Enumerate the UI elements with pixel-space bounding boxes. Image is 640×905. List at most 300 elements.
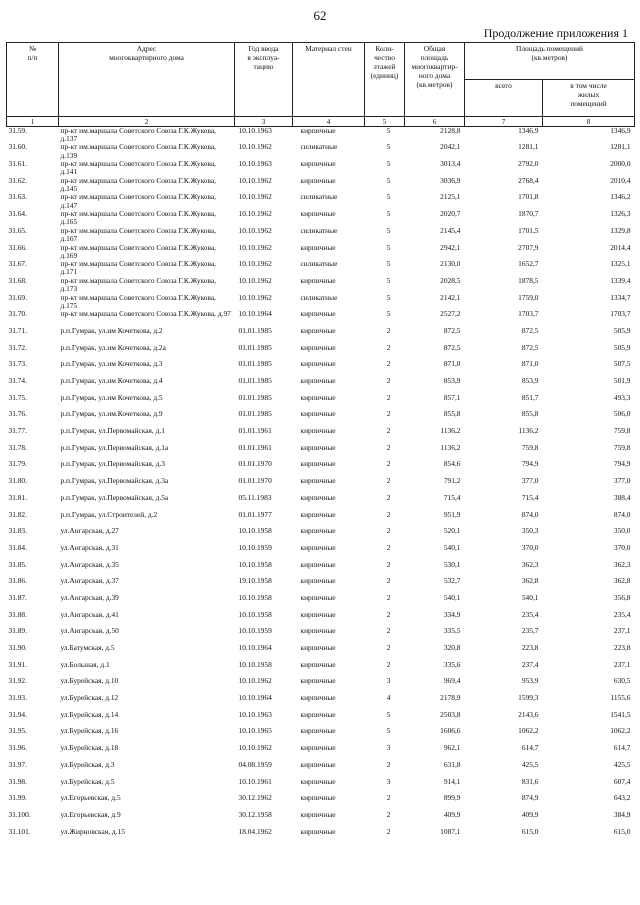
- floors: 2: [386, 660, 391, 669]
- premises-area-residential: 501,9: [613, 377, 631, 386]
- year-built: 10.10.1964: [238, 310, 272, 319]
- wall-material: кирпичные: [300, 610, 336, 619]
- premises-area-residential: 2010,4: [610, 176, 631, 185]
- total-area: 2145,4: [440, 226, 461, 235]
- address: ул.Ангарская, д.27: [60, 527, 119, 536]
- wall-material: кирпичные: [300, 176, 336, 185]
- row-number: 31.79.: [8, 460, 27, 469]
- table-row: [7, 294, 635, 311]
- table-row: [7, 727, 635, 744]
- wall-material: кирпичные: [300, 377, 336, 386]
- row-number: 31.72.: [8, 343, 27, 352]
- table-row: [7, 594, 635, 611]
- premises-area-all: 794,9: [521, 460, 539, 469]
- row-number: 31.78.: [8, 443, 27, 452]
- premises-area-residential: 759,8: [613, 427, 631, 436]
- total-area: 3013,4: [440, 160, 461, 169]
- total-area: 530,1: [443, 560, 461, 569]
- total-area: 1606,6: [440, 727, 461, 736]
- year-built: 10.10.1965: [238, 727, 272, 736]
- premises-area-all: 350,3: [521, 527, 539, 536]
- row-number: 31.68.: [8, 276, 27, 285]
- year-built: 01.01.1970: [238, 477, 272, 486]
- table-row: [7, 627, 635, 644]
- total-area: 532,7: [443, 577, 461, 586]
- floors: 5: [386, 243, 391, 252]
- table-row: [7, 611, 635, 628]
- address: ул.Бурейская, д.3: [60, 760, 115, 769]
- year-built: 10.10.1962: [238, 744, 272, 753]
- premises-area-residential: 614,7: [613, 744, 631, 753]
- premises-area-all: 1599,3: [518, 694, 539, 703]
- year-built: 05.11.1983: [238, 493, 272, 502]
- table-row: [7, 677, 635, 694]
- floors: 3: [386, 777, 391, 786]
- total-area: 334,9: [443, 610, 461, 619]
- address: ул.Бурейская, д.5: [60, 777, 115, 786]
- wall-material: кирпичные: [300, 427, 336, 436]
- year-built: 01.01.1985: [238, 410, 272, 419]
- row-number: 31.82.: [8, 510, 27, 519]
- table-row: [7, 310, 635, 327]
- year-built: 04.08.1959: [238, 760, 272, 769]
- total-area: 3036,9: [440, 176, 461, 185]
- premises-area-all: 362,3: [521, 560, 539, 569]
- year-built: 10.10.1963: [238, 126, 272, 135]
- premises-area-all: 874,0: [521, 510, 539, 519]
- year-built: 10.10.1958: [238, 593, 272, 602]
- total-area: 320,8: [443, 644, 461, 653]
- wall-material: кирпичные: [300, 727, 336, 736]
- premises-area-residential: 1334,7: [610, 293, 631, 302]
- table-row: [7, 494, 635, 511]
- premises-area-residential: 505,9: [613, 326, 631, 335]
- address: р.п.Гумрак, ул.Строителей, д.2: [60, 510, 158, 519]
- table-row: [7, 143, 635, 160]
- address: ул.Бурейская, д.14: [60, 710, 119, 719]
- total-area: 969,4: [443, 677, 461, 686]
- row-number: 31.59.: [8, 126, 27, 135]
- table-row: [7, 460, 635, 477]
- table-row: [7, 360, 635, 377]
- address: ул.Егорьевская, д.9: [60, 810, 121, 819]
- header-all: всего: [465, 80, 543, 117]
- column-number: 8: [543, 117, 635, 127]
- floors: 2: [386, 493, 391, 502]
- premises-area-residential: 1346,2: [610, 193, 631, 202]
- table-row: [7, 778, 635, 795]
- floors: 2: [386, 810, 391, 819]
- premises-area-residential: 506,0: [613, 410, 631, 419]
- total-area: 2020,7: [440, 210, 461, 219]
- floors: 2: [386, 577, 391, 586]
- address: пр-кт им.маршала Советского Союза Г.К.Жукова, д.145: [60, 176, 217, 193]
- premises-area-residential: 630,5: [613, 677, 631, 686]
- premises-area-all: 409,9: [521, 810, 539, 819]
- table-row: [7, 210, 635, 227]
- year-built: 10.10.1962: [238, 210, 272, 219]
- table-row: [7, 377, 635, 394]
- address: пр-кт им.маршала Советского Союза Г.К.Жукова, д.171: [60, 260, 217, 277]
- header-num: № п/п: [7, 43, 59, 117]
- premises-area-all: 853,9: [521, 377, 539, 386]
- row-number: 31.81.: [8, 493, 27, 502]
- floors: 5: [386, 143, 391, 152]
- address: ул.Большая, д.1: [60, 660, 110, 669]
- address: пр-кт им.маршала Советского Союза Г.К.Жукова, д.169: [60, 243, 217, 260]
- table-row: [7, 244, 635, 261]
- premises-area-residential: 1325,1: [610, 260, 631, 269]
- row-number: 31.84.: [8, 543, 27, 552]
- premises-area-residential: 1339,4: [610, 276, 631, 285]
- table-row: [7, 394, 635, 411]
- address: пр-кт им.маршала Советского Союза Г.К.Жукова, д.165: [60, 210, 217, 227]
- row-number: 31.74.: [8, 377, 27, 386]
- premises-area-residential: 1281,1: [610, 143, 631, 152]
- column-number: 7: [465, 117, 543, 127]
- floors: 2: [386, 427, 391, 436]
- floors: 2: [386, 326, 391, 335]
- year-built: 10.10.1963: [238, 710, 272, 719]
- total-area: 520,1: [443, 527, 461, 536]
- premises-area-residential: 425,5: [613, 760, 631, 769]
- floors: 5: [386, 310, 391, 319]
- premises-area-residential: 794,9: [613, 460, 631, 469]
- year-built: 10.10.1958: [238, 660, 272, 669]
- header-total-area: Общая площадь многоквартир- ного дома (кв.метров): [405, 43, 465, 117]
- premises-area-residential: 2000,0: [610, 160, 631, 169]
- year-built: 01.01.1961: [238, 443, 272, 452]
- floors: 5: [386, 210, 391, 219]
- header-floors: Коли- чество этажей (единиц): [365, 43, 405, 117]
- floors: 5: [386, 193, 391, 202]
- address: р.п.Гумрак, ул.им Кочеткова, д.2: [60, 326, 163, 335]
- wall-material: кирпичные: [300, 694, 336, 703]
- total-area: 962,1: [443, 744, 461, 753]
- row-number: 31.70.: [8, 310, 27, 319]
- premises-area-residential: 505,9: [613, 343, 631, 352]
- header-material: Материал стен: [293, 43, 365, 117]
- premises-area-all: 1652,7: [518, 260, 539, 269]
- row-number: 31.100.: [8, 810, 31, 819]
- premises-area-residential: 874,0: [613, 510, 631, 519]
- total-area: 871,0: [443, 360, 461, 369]
- premises-area-all: 872,5: [521, 343, 539, 352]
- address: ул.Ангарская, д.35: [60, 560, 119, 569]
- premises-area-all: 2707,9: [518, 243, 539, 252]
- table-row: [7, 744, 635, 761]
- premises-area-all: 1281,1: [518, 143, 539, 152]
- wall-material: кирпичные: [300, 577, 336, 586]
- premises-area-all: 1878,5: [518, 276, 539, 285]
- year-built: 30.12.1958: [238, 810, 272, 819]
- year-built: 01.01.1985: [238, 393, 272, 402]
- address: р.п.Гумрак, ул.им Кочеткова, д.3: [60, 360, 163, 369]
- address: пр-кт им.маршала Советского Союза Г.К.Жукова, д.137: [60, 126, 217, 144]
- table-row: [7, 694, 635, 711]
- table-row: [7, 277, 635, 294]
- year-built: 10.10.1958: [238, 610, 272, 619]
- floors: 5: [386, 176, 391, 185]
- year-built: 18.04.1962: [238, 827, 272, 836]
- year-built: 10.10.1962: [238, 677, 272, 686]
- premises-area-residential: 350,0: [613, 527, 631, 536]
- address: р.п.Гумрак, ул.им Кочеткова, д.4: [60, 377, 163, 386]
- row-number: 31.88.: [8, 610, 27, 619]
- wall-material: кирпичные: [300, 410, 336, 419]
- row-number: 31.94.: [8, 710, 27, 719]
- wall-material: силикатные: [300, 226, 338, 235]
- total-area: 540,1: [443, 543, 461, 552]
- table-row: [7, 761, 635, 778]
- floors: 2: [386, 510, 391, 519]
- table-row: [7, 127, 635, 144]
- column-number: 5: [365, 117, 405, 127]
- row-number: 31.62.: [8, 176, 27, 185]
- floors: 2: [386, 360, 391, 369]
- wall-material: кирпичные: [300, 644, 336, 653]
- wall-material: кирпичные: [300, 460, 336, 469]
- total-area: 1087,1: [440, 827, 461, 836]
- floors: 2: [386, 760, 391, 769]
- row-number: 31.80.: [8, 477, 27, 486]
- address: ул.Бурейская, д.18: [60, 744, 119, 753]
- address: р.п.Гумрак, ул.им Кочеткова, д.5: [60, 393, 163, 402]
- premises-area-residential: 370,0: [613, 543, 631, 552]
- table-row: [7, 344, 635, 361]
- table-row: [7, 193, 635, 210]
- premises-area-residential: 356,8: [613, 593, 631, 602]
- floors: 2: [386, 343, 391, 352]
- floors: 3: [386, 677, 391, 686]
- year-built: 10.10.1962: [238, 143, 272, 152]
- premises-area-all: 1703,7: [518, 310, 539, 319]
- wall-material: кирпичные: [300, 477, 336, 486]
- wall-material: кирпичные: [300, 210, 336, 219]
- address: ул.Бурейская, д.10: [60, 677, 119, 686]
- row-number: 31.99.: [8, 794, 27, 803]
- total-area: 2042,1: [440, 143, 461, 152]
- address: р.п.Гумрак, ул.Первомайская, д.5а: [60, 493, 169, 502]
- page-number: 62: [313, 8, 327, 23]
- floors: 2: [386, 543, 391, 552]
- wall-material: кирпичные: [300, 243, 336, 252]
- premises-area-residential: 1155,6: [610, 694, 631, 703]
- row-number: 31.96.: [8, 744, 27, 753]
- premises-area-residential: 643,2: [613, 794, 631, 803]
- year-built: 10.10.1964: [238, 644, 272, 653]
- wall-material: кирпичные: [300, 777, 336, 786]
- premises-area-residential: 759,8: [613, 443, 631, 452]
- premises-area-all: 425,5: [521, 760, 539, 769]
- address: пр-кт им.маршала Советского Союза Г.К.Жукова, д.147: [60, 193, 217, 210]
- address: ул.Бурейская, д.16: [60, 727, 119, 736]
- premises-area-residential: 362,3: [613, 560, 631, 569]
- row-number: 31.85.: [8, 560, 27, 569]
- total-area: 951,9: [443, 510, 461, 519]
- row-number: 31.60.: [8, 143, 27, 152]
- wall-material: силикатные: [300, 293, 338, 302]
- floors: 2: [386, 610, 391, 619]
- address: ул.Ангарская, д.39: [60, 593, 119, 602]
- premises-area-all: 615,0: [521, 827, 539, 836]
- floors: 5: [386, 160, 391, 169]
- year-built: 10.10.1962: [238, 293, 272, 302]
- year-built: 01.01.1985: [238, 326, 272, 335]
- wall-material: кирпичные: [300, 543, 336, 552]
- year-built: 10.10.1959: [238, 627, 272, 636]
- address: ул.Егорьевская, д.5: [60, 794, 121, 803]
- year-built: 10.10.1958: [238, 527, 272, 536]
- table-body: [7, 127, 635, 845]
- table-row: [7, 644, 635, 661]
- floors: 2: [386, 527, 391, 536]
- floors: 5: [386, 126, 391, 135]
- total-area: 791,2: [443, 477, 461, 486]
- premises-area-all: 953,9: [521, 677, 539, 686]
- premises-area-all: 715,4: [521, 493, 539, 502]
- table-row: [7, 544, 635, 561]
- column-number: 6: [405, 117, 465, 127]
- floors: 5: [386, 293, 391, 302]
- wall-material: кирпичные: [300, 326, 336, 335]
- table-row: [7, 527, 635, 544]
- table-row: [7, 711, 635, 728]
- floors: 5: [386, 727, 391, 736]
- wall-material: кирпичные: [300, 593, 336, 602]
- address: р.п.Гумрак, ул.им Кочеткова, д.2а: [60, 343, 166, 352]
- premises-area-residential: 362,8: [613, 577, 631, 586]
- wall-material: кирпичные: [300, 310, 336, 319]
- floors: 2: [386, 477, 391, 486]
- address: р.п.Гумрак, ул.Первомайская, д.3а: [60, 477, 169, 486]
- row-number: 31.75.: [8, 393, 27, 402]
- total-area: 855,8: [443, 410, 461, 419]
- premises-area-residential: 1346,9: [610, 126, 631, 135]
- premises-area-residential: 2014,4: [610, 243, 631, 252]
- total-area: 540,1: [443, 593, 461, 602]
- premises-area-residential: 384,9: [613, 810, 631, 819]
- floors: 2: [386, 794, 391, 803]
- row-number: 31.65.: [8, 226, 27, 235]
- premises-area-all: 237,4: [521, 660, 539, 669]
- row-number: 31.63.: [8, 193, 27, 202]
- premises-area-all: 1701,8: [518, 193, 539, 202]
- premises-area-all: 2768,4: [518, 176, 539, 185]
- wall-material: кирпичные: [300, 276, 336, 285]
- year-built: 10.10.1962: [238, 193, 272, 202]
- year-built: 10.10.1964: [238, 694, 272, 703]
- premises-area-all: 831,6: [521, 777, 539, 786]
- row-number: 31.93.: [8, 694, 27, 703]
- table-row: [7, 561, 635, 578]
- table-row: [7, 427, 635, 444]
- total-area: 2142,1: [440, 293, 461, 302]
- table-row: [7, 511, 635, 528]
- address: ул.Ангарская, д.37: [60, 577, 119, 586]
- housing-table: [6, 42, 635, 844]
- total-area: 854,6: [443, 460, 461, 469]
- floors: 2: [386, 593, 391, 602]
- total-area: 872,5: [443, 326, 461, 335]
- total-area: 853,9: [443, 377, 461, 386]
- address: пр-кт им.маршала Советского Союза Г.К.Жукова, д.141: [60, 160, 217, 177]
- header-residential: в том числе жилых помещений: [543, 80, 635, 117]
- floors: 3: [386, 744, 391, 753]
- row-number: 31.91.: [8, 660, 27, 669]
- premises-area-all: 851,7: [521, 393, 539, 402]
- year-built: 10.10.1962: [238, 260, 272, 269]
- floors: 2: [386, 377, 391, 386]
- row-number: 31.76.: [8, 410, 27, 419]
- floors: 5: [386, 276, 391, 285]
- premises-area-residential: 493,3: [613, 393, 631, 402]
- year-built: 10.10.1959: [238, 543, 272, 552]
- wall-material: кирпичные: [300, 760, 336, 769]
- wall-material: кирпичные: [300, 810, 336, 819]
- year-built: 10.10.1962: [238, 243, 272, 252]
- premises-area-all: 540,1: [521, 593, 539, 602]
- total-area: 872,5: [443, 343, 461, 352]
- premises-area-all: 370,0: [521, 543, 539, 552]
- total-area: 2028,5: [440, 276, 461, 285]
- row-number: 31.98.: [8, 777, 27, 786]
- wall-material: силикатные: [300, 260, 338, 269]
- row-number: 31.89.: [8, 627, 27, 636]
- column-number: 1: [7, 117, 59, 127]
- table-row: [7, 327, 635, 344]
- premises-area-all: 1346,9: [518, 126, 539, 135]
- premises-area-all: 1062,2: [518, 727, 539, 736]
- wall-material: кирпичные: [300, 527, 336, 536]
- table-row: [7, 410, 635, 427]
- address: ул.Ангарская, д.50: [60, 627, 119, 636]
- premises-area-residential: 507,5: [613, 360, 631, 369]
- year-built: 10.10.1958: [238, 560, 272, 569]
- floors: 2: [386, 393, 391, 402]
- premises-area-all: 377,0: [521, 477, 539, 486]
- total-area: 335,5: [443, 627, 461, 636]
- row-number: 31.95.: [8, 727, 27, 736]
- premises-area-all: 759,8: [521, 443, 539, 452]
- premises-area-residential: 237,1: [613, 627, 631, 636]
- floors: 4: [386, 694, 391, 703]
- premises-area-residential: 237,1: [613, 660, 631, 669]
- floors: 2: [386, 410, 391, 419]
- wall-material: силикатные: [300, 143, 338, 152]
- header-premises-area: Площадь помещений (кв.метров): [465, 43, 635, 80]
- row-number: 31.92.: [8, 677, 27, 686]
- premises-area-residential: 1329,8: [610, 226, 631, 235]
- table-row: [7, 794, 635, 811]
- premises-area-residential: 1703,7: [610, 310, 631, 319]
- premises-area-residential: 388,4: [613, 493, 631, 502]
- table-row: [7, 227, 635, 244]
- address: р.п.Гумрак, ул.Первомайская, д.1: [60, 427, 165, 436]
- year-built: 19.10.1958: [238, 577, 272, 586]
- wall-material: кирпичные: [300, 510, 336, 519]
- floors: 5: [386, 710, 391, 719]
- address: пр-кт им.маршала Советского Союза Г.К.Жукова, д.167: [60, 226, 217, 244]
- year-built: 10.10.1962: [238, 226, 272, 235]
- row-number: 31.77.: [8, 427, 27, 436]
- wall-material: кирпичные: [300, 660, 336, 669]
- wall-material: силикатные: [300, 193, 338, 202]
- total-area: 715,4: [443, 493, 461, 502]
- floors: 2: [386, 644, 391, 653]
- wall-material: кирпичные: [300, 794, 336, 803]
- total-area: 2503,8: [440, 710, 461, 719]
